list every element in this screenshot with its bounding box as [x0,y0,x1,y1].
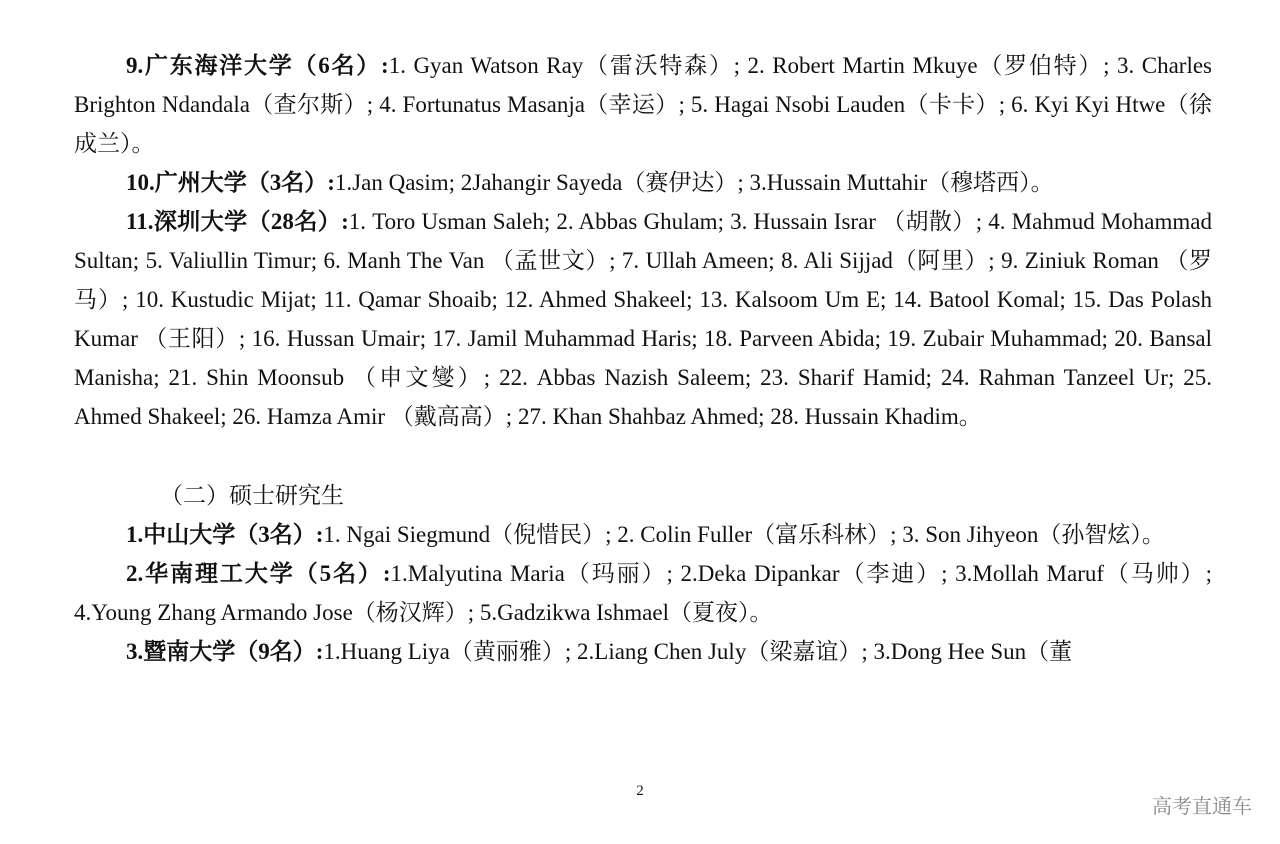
university-entry [74,46,1212,163]
student-list: 1.Jan Qasim; 2Jahangir Sayeda（赛伊达）; 3.Hussain Muttahir（穆塔西）。 [334,170,1054,195]
watermark: 高考直通车 [1152,794,1252,818]
university-heading: 10.广州大学（3名）: [126,170,335,195]
university-heading: 1.中山大学（3名）: [126,522,324,547]
university-heading: 11.深圳大学（28名）: [126,209,349,234]
page-number: 2 [636,783,644,799]
section-heading-masters: （二）硕士研究生 [160,483,344,508]
university-heading: 2.华南理工大学（5名）: [126,561,391,586]
university-entry [74,163,1212,202]
university-heading: 9.广东海洋大学（6名）: [126,53,389,78]
university-entry [74,202,1212,436]
student-list: 1. Gyan Watson Ray（雷沃特森）; 2. Robert Martin Mkuye（罗伯特）; 3. Charles Brighton Ndandala（查尔斯）; 4. Fortunatus Masanja（幸运）; 5. Hagai Nsobi Lauden（卡卡）; 6. Kyi Kyi Htwe（徐成兰）。 [74,53,1212,156]
university-entry [74,554,1212,632]
section-spacer [74,436,1212,476]
student-list: 1. Toro Usman Saleh; 2. Abbas Ghulam; 3. Hussain Israr （胡散）; 4. Mahmud Mohammad Sultan; 5. Valiullin Timur; 6. Manh The Van （孟世文）; 7. Ullah Ameen; 8. Ali Sijjad（阿里）; 9. Ziniuk Roman （罗马）; 10. Kustudic Mijat; 11. Qamar Shoaib; 12. Ahmed Shakeel; 13. Kalsoom Um E; 14. Batool Komal; 15. Das Polash Kumar （王阳）; 16. Hussan Umair; 17. Jamil Muhammad Haris; 18. Parveen Abida; 19. Zubair Muhammad; 20. Bansal Manisha; 21. Shin Moonsub （申文燮）; 22. Abbas Nazish Saleem; 23. Sharif Hamid; 24. Rahman Tanzeel Ur; 25. Ahmed Shakeel; 26. Hamza Amir （戴高高）; 27. Khan Shahbaz Ahmed; 28. Hussain Khadim。 [74,209,1213,429]
university-heading: 3.暨南大学（9名）: [126,639,324,664]
student-list: 1. Ngai Siegmund（倪惜民）; 2. Colin Fuller（富乐科林）; 3. Son Jihyeon（孙智炫）。 [323,522,1165,547]
university-entry [74,515,1212,554]
university-entry [74,632,1212,671]
student-list: 1.Huang Liya（黄丽雅）; 2.Liang Chen July（梁嘉谊）; 3.Dong Hee Sun（董 [323,639,1073,664]
student-list: 1.Malyutina Maria（玛丽）; 2.Deka Dipankar（李迪）; 3.Mollah Maruf（马帅）; 4.Young Zhang Armando Jose（杨汉辉）; 5.Gadzikwa Ishmael（夏夜）。 [74,561,1212,625]
document-body [74,46,1212,671]
